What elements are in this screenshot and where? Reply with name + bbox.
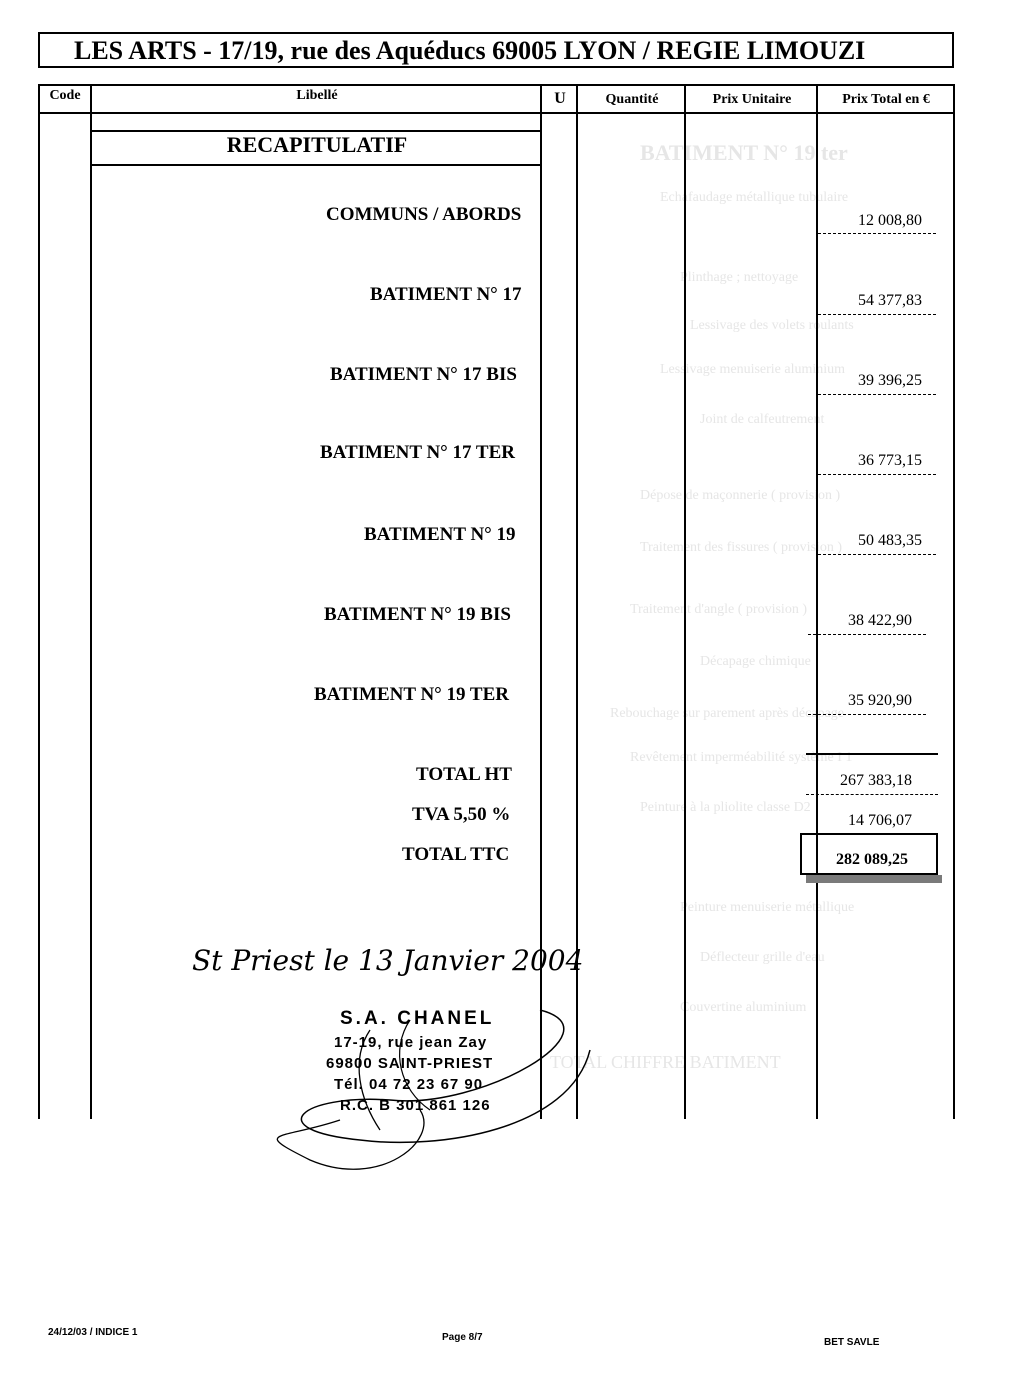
row-label: BATIMENT N° 19 TER bbox=[314, 684, 510, 705]
column-header-quantity: Quantité bbox=[605, 92, 659, 107]
handwritten-date: St Priest le 13 Janvier 2004 bbox=[192, 944, 584, 977]
handwritten-signature bbox=[240, 990, 620, 1170]
section-title: RECAPITULATIF bbox=[226, 132, 408, 157]
total-ht-label: TOTAL HT bbox=[416, 764, 512, 785]
total-ttc-value: 282 089,25 bbox=[836, 851, 908, 868]
row-label: COMMUNS / ABORDS bbox=[326, 204, 522, 225]
column-header-code: Code bbox=[49, 88, 81, 103]
tva-value: 14 706,07 bbox=[848, 812, 912, 829]
footer-page: Page 8/7 bbox=[442, 1332, 483, 1343]
row-label: BATIMENT N° 19 BIS bbox=[324, 604, 511, 625]
row-value: 54 377,83 bbox=[858, 292, 922, 309]
row-label: BATIMENT N° 17 BIS bbox=[330, 364, 517, 385]
row-value: 35 920,90 bbox=[848, 692, 912, 709]
stamp-address: 17-19, rue jean Zay bbox=[334, 1034, 488, 1051]
row-value: 50 483,35 bbox=[858, 532, 922, 549]
row-label: BATIMENT N° 19 bbox=[364, 524, 516, 545]
footer-index: 24/12/03 / INDICE 1 bbox=[48, 1327, 138, 1338]
column-header-unit: U bbox=[554, 90, 566, 107]
row-label: BATIMENT N° 17 bbox=[370, 284, 522, 305]
page-title: LES ARTS - 17/19, rue des Aquéducs 69005 LYON / REGIE LIMOUZI bbox=[38, 32, 954, 68]
row-value: 39 396,25 bbox=[858, 372, 922, 389]
row-value: 12 008,80 bbox=[858, 212, 922, 229]
stamp-rc: R.C. B 301 861 126 bbox=[340, 1097, 491, 1114]
column-header-libelle: Libellé bbox=[296, 88, 338, 103]
stamp-phone: Tél. 04 72 23 67 90 bbox=[334, 1076, 484, 1093]
total-ht-value: 267 383,18 bbox=[840, 772, 912, 789]
footer-office: BET SAVLE bbox=[824, 1337, 880, 1348]
row-value: 38 422,90 bbox=[848, 612, 912, 629]
total-ttc-label: TOTAL TTC bbox=[402, 844, 510, 865]
tva-label: TVA 5,50 % bbox=[412, 804, 511, 825]
row-value: 36 773,15 bbox=[858, 452, 922, 469]
row-label: BATIMENT N° 17 TER bbox=[320, 442, 516, 463]
stamp-city: 69800 SAINT-PRIEST bbox=[326, 1055, 494, 1072]
stamp-company: S.A. CHANEL bbox=[340, 1008, 495, 1029]
column-header-unit-price: Prix Unitaire bbox=[712, 92, 792, 107]
column-header-total-price: Prix Total en € bbox=[842, 92, 930, 107]
